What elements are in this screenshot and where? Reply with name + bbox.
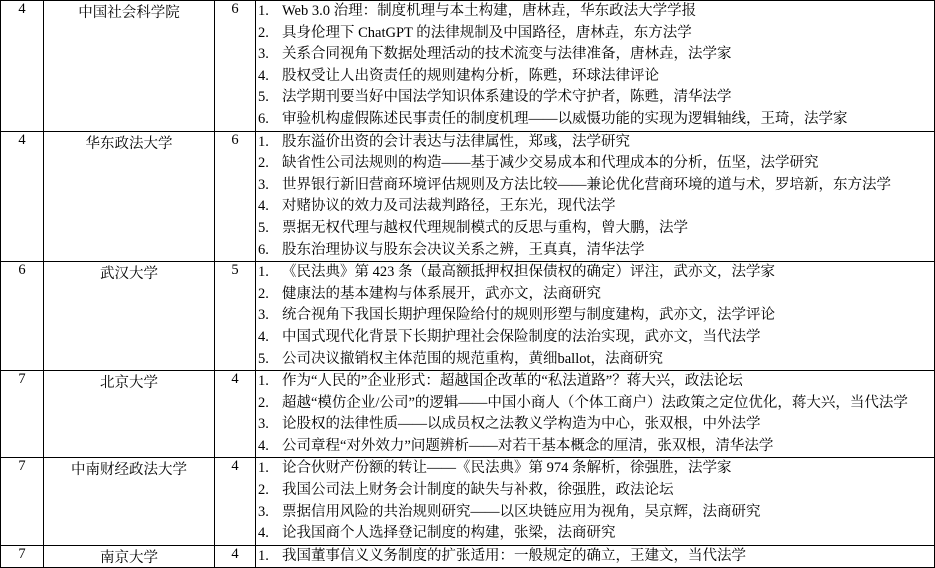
item-text: 超越“模仿企业/公司”的逻辑——中国小商人（个体工商户）法政策之定位优化，蒋大兴，当代法学 xyxy=(282,394,908,411)
item-number: 3. xyxy=(258,416,269,433)
row-count: 4 xyxy=(215,458,256,545)
list-item xyxy=(256,153,934,175)
item-number: 1. xyxy=(258,547,269,564)
item-text: 审验机构虚假陈述民事责任的制度机理——以威慑功能的实现为逻辑轴线，王琦，法学家 xyxy=(282,110,848,127)
item-number: 5. xyxy=(258,350,269,367)
item-text: 我国董事信义义务制度的扩张适用：一般规定的确立，王建文，当代法学 xyxy=(282,547,746,564)
item-text: 关系合同视角下数据处理活动的技术流变与法律准备，唐林垚，法学家 xyxy=(282,46,732,63)
item-number: 3. xyxy=(258,46,269,63)
item-list xyxy=(256,458,934,544)
list-item xyxy=(256,480,934,502)
row-items xyxy=(256,1,935,132)
item-text: 票据无权代理与越权代理规制模式的反思与重构，曾大鹏，法学 xyxy=(282,219,688,236)
item-text: 法学期刊要当好中国法学知识体系建设的学术守护者，陈甦，清华法学 xyxy=(282,89,732,106)
item-number: 4. xyxy=(258,198,269,215)
row-organization xyxy=(44,371,215,458)
organization-label: 武汉大学 xyxy=(100,266,158,283)
row-organization xyxy=(44,262,215,371)
item-number: 1. xyxy=(258,373,269,390)
item-text: 票据信用风险的共治规则研究——以区块链应用为视角，吴京辉，法商研究 xyxy=(282,503,761,520)
table-row xyxy=(1,1,935,132)
list-item xyxy=(256,436,934,458)
row-items xyxy=(256,371,935,458)
list-item xyxy=(256,458,934,480)
organization-label: 华东政法大学 xyxy=(85,135,173,152)
item-text: 世界银行新旧营商环境评估规则及方法比较——兼论优化营商环境的道与术，罗培新，东方法学 xyxy=(282,176,891,193)
item-text: 股东溢价出资的会计表达与法律属性，郑彧，法学研究 xyxy=(282,133,630,150)
item-text: 公司决议撤销权主体范围的规范重构，黄细ballot，法商研究 xyxy=(282,350,664,367)
table-body xyxy=(1,1,935,568)
row-count: 4 xyxy=(215,371,256,458)
item-number: 5. xyxy=(258,89,269,106)
item-number: 1. xyxy=(258,133,269,150)
item-text: Web 3.0 治理：制度机理与本土构建，唐林垚，华东政法大学学报 xyxy=(282,3,697,19)
item-list xyxy=(256,371,934,457)
row-rank: 4 xyxy=(1,1,44,132)
item-number: 1. xyxy=(258,460,269,477)
row-count: 6 xyxy=(215,131,256,262)
list-item xyxy=(256,305,934,327)
row-rank: 7 xyxy=(1,458,44,545)
item-text: 论合伙财产份额的转让——《民法典》第 974 条解析，徐强胜，法学家 xyxy=(282,460,732,477)
item-text: 公司章程“对外效力”问题辨析——对若干基本概念的厘清，张双根，清华法学 xyxy=(282,437,774,454)
item-number: 1. xyxy=(258,264,269,281)
row-organization xyxy=(44,1,215,132)
list-item xyxy=(256,546,934,568)
row-rank: 6 xyxy=(1,262,44,371)
item-text: 具身伦理下 ChatGPT 的法律规制及中国路径，唐林垚，东方法学 xyxy=(282,24,692,41)
item-text: 论股权的法律性质——以成员权之法教义学构造为中心，张双根，中外法学 xyxy=(282,416,761,433)
row-items xyxy=(256,131,935,262)
list-item xyxy=(256,284,934,306)
row-count: 5 xyxy=(215,262,256,371)
item-number: 4. xyxy=(258,328,269,345)
item-list xyxy=(256,132,934,262)
list-item xyxy=(256,523,934,545)
item-text: 论我国商个人选择登记制度的构建，张梁，法商研究 xyxy=(282,525,616,542)
item-number: 1. xyxy=(258,3,269,19)
row-count: 4 xyxy=(215,545,256,568)
list-item xyxy=(256,502,934,524)
row-rank: 4 xyxy=(1,131,44,262)
item-text: 对赌协议的效力及司法裁判路径，王东光，现代法学 xyxy=(282,198,616,215)
item-text: 作为“人民的”企业形式：超越国企改革的“私法道路”？蒋大兴，政法论坛 xyxy=(282,373,743,390)
list-item xyxy=(256,218,934,240)
list-item xyxy=(256,109,934,131)
row-rank: 7 xyxy=(1,545,44,568)
item-text: 我国公司法上财务会计制度的缺失与补救，徐强胜，政法论坛 xyxy=(282,482,674,499)
list-item xyxy=(256,414,934,436)
item-number: 2. xyxy=(258,24,269,41)
list-item xyxy=(256,240,934,262)
item-text: 健康法的基本建构与体系展开，武亦文，法商研究 xyxy=(282,285,601,302)
table-row xyxy=(1,371,935,458)
item-list xyxy=(256,546,934,568)
organization-label: 中南财经政法大学 xyxy=(71,462,187,479)
row-items xyxy=(256,262,935,371)
row-count: 6 xyxy=(215,1,256,132)
item-text: 股东治理协议与股东会决议关系之辨，王真真，清华法学 xyxy=(282,241,645,258)
list-item xyxy=(256,327,934,349)
list-item xyxy=(256,1,934,23)
item-list xyxy=(256,262,934,370)
item-number: 3. xyxy=(258,503,269,520)
item-number: 4. xyxy=(258,67,269,84)
item-number: 5. xyxy=(258,219,269,236)
item-number: 6. xyxy=(258,110,269,127)
list-item xyxy=(256,132,934,154)
table-row xyxy=(1,131,935,262)
item-number: 3. xyxy=(258,307,269,324)
organization-label: 中国社会科学院 xyxy=(78,5,180,21)
row-rank: 7 xyxy=(1,371,44,458)
list-item xyxy=(256,66,934,88)
item-text: 《民法典》第 423 条（最高额抵押权担保债权的确定）评注，武亦文，法学家 xyxy=(282,264,775,281)
table-row xyxy=(1,458,935,545)
list-item xyxy=(256,196,934,218)
item-number: 4. xyxy=(258,525,269,542)
list-item xyxy=(256,87,934,109)
item-text: 中国式现代化背景下长期护理社会保险制度的法治实现，武亦文，当代法学 xyxy=(282,328,761,345)
row-items xyxy=(256,458,935,545)
row-organization xyxy=(44,458,215,545)
item-number: 2. xyxy=(258,155,269,172)
list-item xyxy=(256,44,934,66)
item-number: 3. xyxy=(258,176,269,193)
item-number: 4. xyxy=(258,437,269,454)
item-list xyxy=(256,1,934,131)
table-row xyxy=(1,262,935,371)
item-text: 统合视角下我国长期护理保险给付的规则形塑与制度建构，武亦文，法学评论 xyxy=(282,307,775,324)
organization-label: 北京大学 xyxy=(100,375,158,392)
item-text: 缺省性公司法规则的构造——基于减少交易成本和代理成本的分析，伍坚，法学研究 xyxy=(282,155,819,172)
row-organization xyxy=(44,131,215,262)
list-item xyxy=(256,175,934,197)
item-number: 2. xyxy=(258,285,269,302)
list-item xyxy=(256,262,934,284)
list-item xyxy=(256,23,934,45)
organization-label: 南京大学 xyxy=(100,549,158,566)
item-text: 股权受让人出资责任的规则建构分析，陈甦，环球法律评论 xyxy=(282,67,659,84)
item-number: 6. xyxy=(258,241,269,258)
list-item xyxy=(256,349,934,371)
item-number: 2. xyxy=(258,394,269,411)
item-number: 2. xyxy=(258,482,269,499)
list-item xyxy=(256,393,934,415)
list-item xyxy=(256,371,934,393)
